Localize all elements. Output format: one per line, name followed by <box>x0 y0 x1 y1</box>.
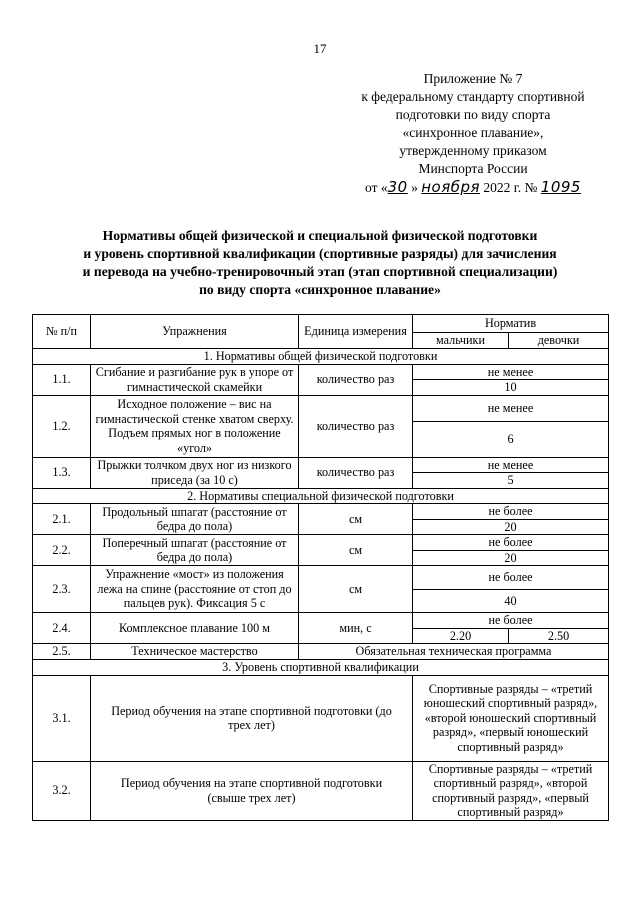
appendix-line: к федеральному стандарту спортивной <box>361 89 585 104</box>
header-row <box>33 315 609 333</box>
date-day: 30 <box>387 178 408 196</box>
table-row <box>33 761 609 820</box>
date-year: 2022 г. № <box>483 180 538 195</box>
row-unit: см <box>299 566 413 613</box>
row-value-boys: 2.20 <box>413 628 509 644</box>
row-exercise: Техническое мастерство <box>91 644 299 660</box>
row-num: 3.2. <box>33 761 91 820</box>
header-girls: девочки <box>509 333 609 349</box>
date-mid: » <box>411 180 418 195</box>
row-unit: см <box>299 504 413 535</box>
row-value: 6 <box>413 421 609 457</box>
title-line: по виду спорта «синхронное плавание» <box>199 282 441 297</box>
row-condition: не менее <box>413 364 609 380</box>
date-month: ноября <box>421 178 481 196</box>
page-number: 17 <box>313 41 327 56</box>
header-exercise: Упражнения <box>91 315 299 349</box>
row-exercise: Сгибание и разгибание рук в упоре от гимнастической скамейки <box>91 364 299 395</box>
row-value: 10 <box>413 380 609 396</box>
row-condition: не менее <box>413 457 609 473</box>
title-line: и перевода на учебно-тренировочный этап (этап спортивной специализации) <box>82 264 558 279</box>
row-condition: не более <box>413 504 609 520</box>
row-num: 2.3. <box>33 566 91 613</box>
order-number: 1095 <box>540 178 581 196</box>
row-condition: не менее <box>413 395 609 421</box>
row-condition: не более <box>413 566 609 590</box>
header-norm: Норматив <box>413 315 609 333</box>
row-exercise: Исходное положение – вис на гимнастической стенке хватом сверху. Подъем прямых ног в положение «угол» <box>91 395 299 457</box>
title-line: и уровень спортивной квалификации (спортивные разряды) для зачисления <box>83 246 557 261</box>
row-num: 1.3. <box>33 457 91 488</box>
row-exercise: Прыжки толчком двух ног из низкого приседа (за 10 с) <box>91 457 299 488</box>
table-row <box>33 364 609 380</box>
row-exercise: Период обучения на этапе спортивной подготовки (свыше трех лет) <box>91 761 413 820</box>
row-num: 2.2. <box>33 535 91 566</box>
row-unit: количество раз <box>299 395 413 457</box>
section-row <box>33 660 609 676</box>
table-row <box>33 457 609 473</box>
table-row <box>33 566 609 590</box>
header-boys: мальчики <box>413 333 509 349</box>
row-value: 20 <box>413 550 609 566</box>
row-exercise: Период обучения на этапе спортивной подготовки (до трех лет) <box>91 675 413 761</box>
table-row <box>33 644 609 660</box>
row-value-girls: 2.50 <box>509 628 609 644</box>
section-title: 1. Нормативы общей физической подготовки <box>33 349 609 365</box>
norms-table <box>32 314 609 821</box>
row-norm: Обязательная техническая программа <box>299 644 609 660</box>
row-num: 2.1. <box>33 504 91 535</box>
document-title <box>40 227 600 299</box>
row-num: 2.4. <box>33 613 91 644</box>
appendix-line: Минспорта России <box>418 161 528 176</box>
row-condition: не более <box>413 535 609 551</box>
row-value: 20 <box>413 519 609 535</box>
row-num: 1.2. <box>33 395 91 457</box>
table-row <box>33 395 609 421</box>
row-num: 2.5. <box>33 644 91 660</box>
date-prefix: от « <box>365 180 388 195</box>
appendix-line: подготовки по виду спорта <box>395 107 551 122</box>
title-line: Нормативы общей физической и специальной физической подготовки <box>102 228 538 243</box>
row-exercise: Продольный шпагат (расстояние от бедра до пола) <box>91 504 299 535</box>
appendix-header <box>340 70 606 197</box>
table-row <box>33 613 609 629</box>
row-unit: количество раз <box>299 457 413 488</box>
row-unit: мин, с <box>299 613 413 644</box>
table-row <box>33 675 609 761</box>
row-exercise: Упражнение «мост» из положения лежа на спине (расстояние от стоп до пальцев рук). Фиксация 5 с <box>91 566 299 613</box>
table-row <box>33 504 609 520</box>
header-unit: Единица измерения <box>299 315 413 349</box>
appendix-line: Приложение № 7 <box>423 71 523 86</box>
header-num: № п/п <box>33 315 91 349</box>
section-row <box>33 349 609 365</box>
row-exercise: Поперечный шпагат (расстояние от бедра до пола) <box>91 535 299 566</box>
appendix-line: «синхронное плавание», <box>402 125 544 140</box>
appendix-line: утвержденному приказом <box>399 143 547 158</box>
table-row <box>33 535 609 551</box>
row-num: 3.1. <box>33 675 91 761</box>
section-title: 2. Нормативы специальной физической подготовки <box>33 488 609 504</box>
row-exercise: Комплексное плавание 100 м <box>91 613 299 644</box>
row-unit: количество раз <box>299 364 413 395</box>
row-value: 40 <box>413 590 609 613</box>
row-unit: см <box>299 535 413 566</box>
row-norm: Спортивные разряды – «третий спортивный разряд», «второй спортивный разряд», «первый спортивный разряд» <box>413 761 609 820</box>
section-row <box>33 488 609 504</box>
section-title: 3. Уровень спортивной квалификации <box>33 660 609 676</box>
row-norm: Спортивные разряды – «третий юношеский спортивный разряд», «второй юношеский спортивный разряд», «первый юношеский спортивный разряд» <box>413 675 609 761</box>
order-date-line <box>340 178 606 197</box>
row-num: 1.1. <box>33 364 91 395</box>
row-condition: не более <box>413 613 609 629</box>
row-value: 5 <box>413 473 609 489</box>
